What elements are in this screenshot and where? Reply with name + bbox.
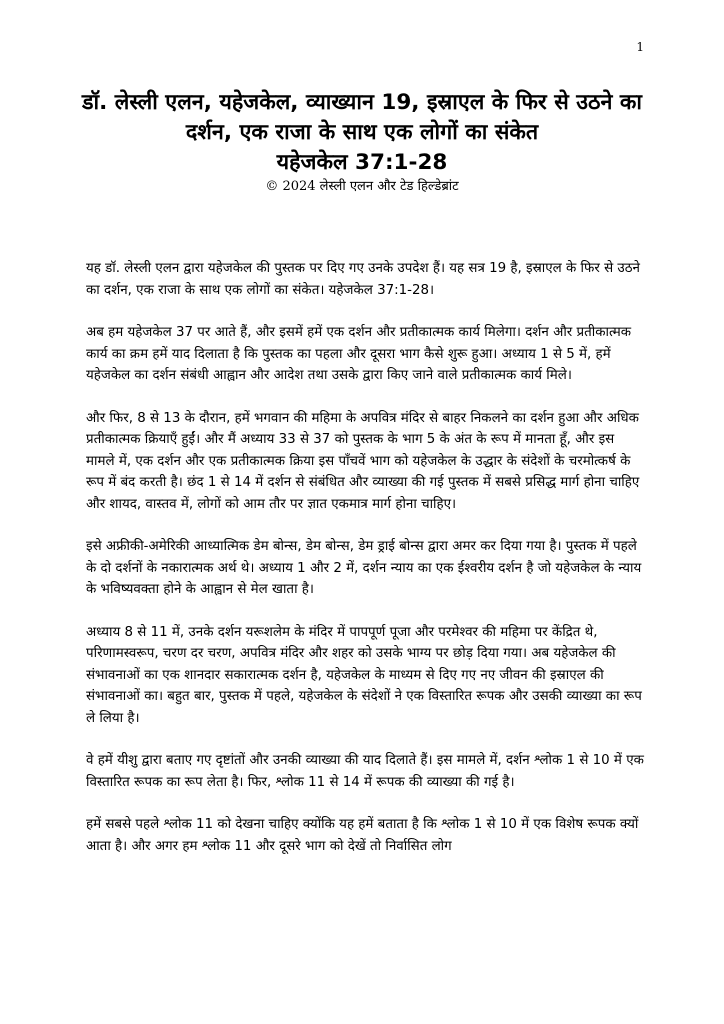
paragraph: अब हम यहेजकेल 37 पर आते हैं, और इसमें हमें एक दर्शन और प्रतीकात्मक कार्य मिलेगा। दर्शन और प्रतीकात्मक कार्य का क्रम हमें याद दिलाता है कि पुस्तक का पहला और दूसरा भाग कैसे शुरू हुआ। अध्याय 1 से 5 में, हमें यहेजकेल का दर्शन संबंधी आह्वान और आदेश तथा उसके द्वारा किए जाने वाले प्रतीकात्मक कार्य मिले। bbox=[86, 325, 632, 383]
document-body bbox=[86, 258, 644, 878]
paragraph: वे हमें यीशु द्वारा बताए गए दृष्टांतों और उनकी व्याख्या की याद दिलाते हैं। इस मामले में, दर्शन श्लोक 1 से 10 में एक विस्तारित रूपक का रूप लेता है। फिर, श्लोक 11 से 14 में रूपक की व्याख्या की गई है। bbox=[86, 753, 644, 790]
paragraph: अध्याय 8 से 11 में, उनके दर्शन यरूशलेम के मंदिर में पापपूर्ण पूजा और परमेश्वर की महिमा पर केंद्रित थे, परिणामस्वरूप, चरण दर चरण, अपवित्र मंदिर और शहर को उसके भाग्य पर छोड़ दिया गया। अब यहेजकेल की संभावनाओं का एक शानदार सकारात्मक दर्शन है, यहेजकेल के माध्यम से दिए गए नए जीवन की इस्राएल की संभावनाओं का। बहुत बार, पुस्तक में पहले, यहेजकेल के संदेशों ने एक विस्तारित रूपक और उसकी व्याख्या का रूप ले लिया है। bbox=[86, 624, 642, 726]
paragraph: और फिर, 8 से 13 के दौरान, हमें भगवान की महिमा के अपवित्र मंदिर से बाहर निकलने का दर्शन हुआ और अधिक प्रतीकात्मक क्रियाएँ हुईं। और मैं अध्याय 33 से 37 को पुस्तक के भाग 5 के अंत के रूप में मानता हूँ, और इस मामले में, एक दर्शन और एक प्रतीकात्मक क्रिया इस पाँचवें भाग को यहेजकेल के उद्धार के संदेशों के चरमोत्कर्ष के रूप में बंद करती है। छंद 1 से 14 में दर्शन से संबंधित और व्याख्या की गई पुस्तक में सबसे प्रसिद्ध मार्ग होना चाहिए और शायद, वास्तव में, लोगों को आम तौर पर ज्ञात एकमात्र मार्ग होना चाहिए। bbox=[86, 410, 640, 512]
chapter-reference: यहेजकेल 37:1-28 bbox=[276, 150, 448, 175]
page-number: 1 bbox=[636, 40, 644, 54]
paragraph: यह डॉ. लेस्ली एलन द्वारा यहेजकेल की पुस्तक पर दिए गए उनके उपदेश हैं। यह सत्र 19 है, इस्राएल के फिर से उठने का दर्शन, एक राजा के साथ एक लोगों का संकेत। यहेजकेल 37:1-28। bbox=[86, 261, 640, 298]
page-title: डॉ. लेस्ली एलन, यहेजकेल, व्याख्यान 19, इस्राएल के फिर से उठने का दर्शन, एक राजा के साथ एक लोगों का संकेत bbox=[82, 90, 642, 145]
copyright-line: © 2024 लेस्ली एलन और टेड हिल्डेब्रांट bbox=[265, 179, 459, 194]
paragraph: हमें सबसे पहले श्लोक 11 को देखना चाहिए क्योंकि यह हमें बताता है कि श्लोक 1 से 10 में एक विशेष रूपक क्यों आता है। और अगर हम श्लोक 11 और दूसरे भाग को देखें तो निर्वासित लोग bbox=[86, 817, 639, 854]
title-block bbox=[70, 88, 654, 196]
paragraph: इसे अफ्रीकी-अमेरिकी आध्यात्मिक डेम बोन्स, डेम बोन्स, डेम ड्राई बोन्स द्वारा अमर कर दिया गया है। पुस्तक में पहले के दो दर्शनों के नकारात्मक अर्थ थे। अध्याय 1 और 2 में, दर्शन न्याय का एक ईश्वरीय दर्शन है जो यहेजकेल के न्याय के भविष्यवक्ता होने के आह्वान से मेल खाता है। bbox=[86, 539, 642, 597]
